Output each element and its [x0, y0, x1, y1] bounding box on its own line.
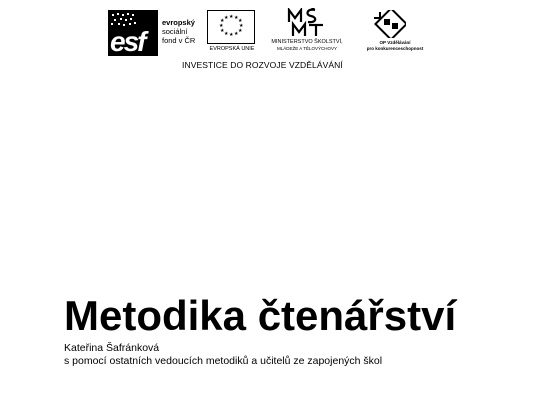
msmt-mark-icon	[287, 8, 327, 38]
svg-text:★: ★	[234, 15, 239, 21]
document-subtitle: s pomocí ostatních vedoucích metodiků a učitelů ze zapojených škol	[64, 355, 383, 367]
svg-text:★: ★	[229, 14, 234, 20]
msmt-line2: MLÁDEŽE A TĚLOVÝCHOVY	[277, 46, 337, 51]
document-title: Metodika čtenářství	[64, 292, 457, 339]
document-author: Kateřina Šafránková	[64, 342, 160, 354]
msmt-line1: MINISTERSTVO ŠKOLSTVÍ,	[271, 39, 343, 45]
svg-text:★: ★	[220, 18, 225, 24]
svg-text:★: ★	[238, 28, 243, 34]
opvk-logo	[366, 10, 424, 56]
eu-label: EVROPSKÁ UNIE	[209, 46, 255, 52]
logo-strip	[108, 8, 424, 58]
opvk-line2: pro konkurenceschopnost	[366, 46, 424, 51]
esf-letters: esf	[110, 26, 145, 57]
opvk-line1: OP Vzdělávání	[379, 40, 411, 45]
esf-text	[162, 18, 195, 45]
opvk-mark-icon	[372, 10, 406, 38]
eu-flag	[207, 10, 255, 44]
esf-line1: evropský	[162, 18, 195, 27]
svg-text:★: ★	[224, 31, 229, 37]
svg-text:★: ★	[224, 15, 229, 21]
eu-logo	[204, 10, 260, 54]
msmt-mark-text: MŠMT	[287, 8, 290, 9]
svg-text:★: ★	[234, 31, 239, 37]
svg-text:★: ★	[219, 23, 224, 29]
funding-slogan: INVESTICE DO ROZVOJE VZDĚLÁVÁNÍ	[182, 60, 343, 70]
esf-line3: fond v ČR	[162, 36, 196, 45]
eu-stars-icon	[208, 11, 254, 43]
svg-text:★: ★	[239, 23, 244, 29]
esf-line2: sociální	[162, 27, 188, 36]
svg-text:★: ★	[229, 32, 234, 38]
esf-mark	[108, 10, 158, 56]
msmt-logo	[261, 8, 353, 56]
esf-logo	[108, 10, 206, 56]
svg-text:★: ★	[220, 28, 225, 34]
svg-text:★: ★	[238, 18, 243, 24]
